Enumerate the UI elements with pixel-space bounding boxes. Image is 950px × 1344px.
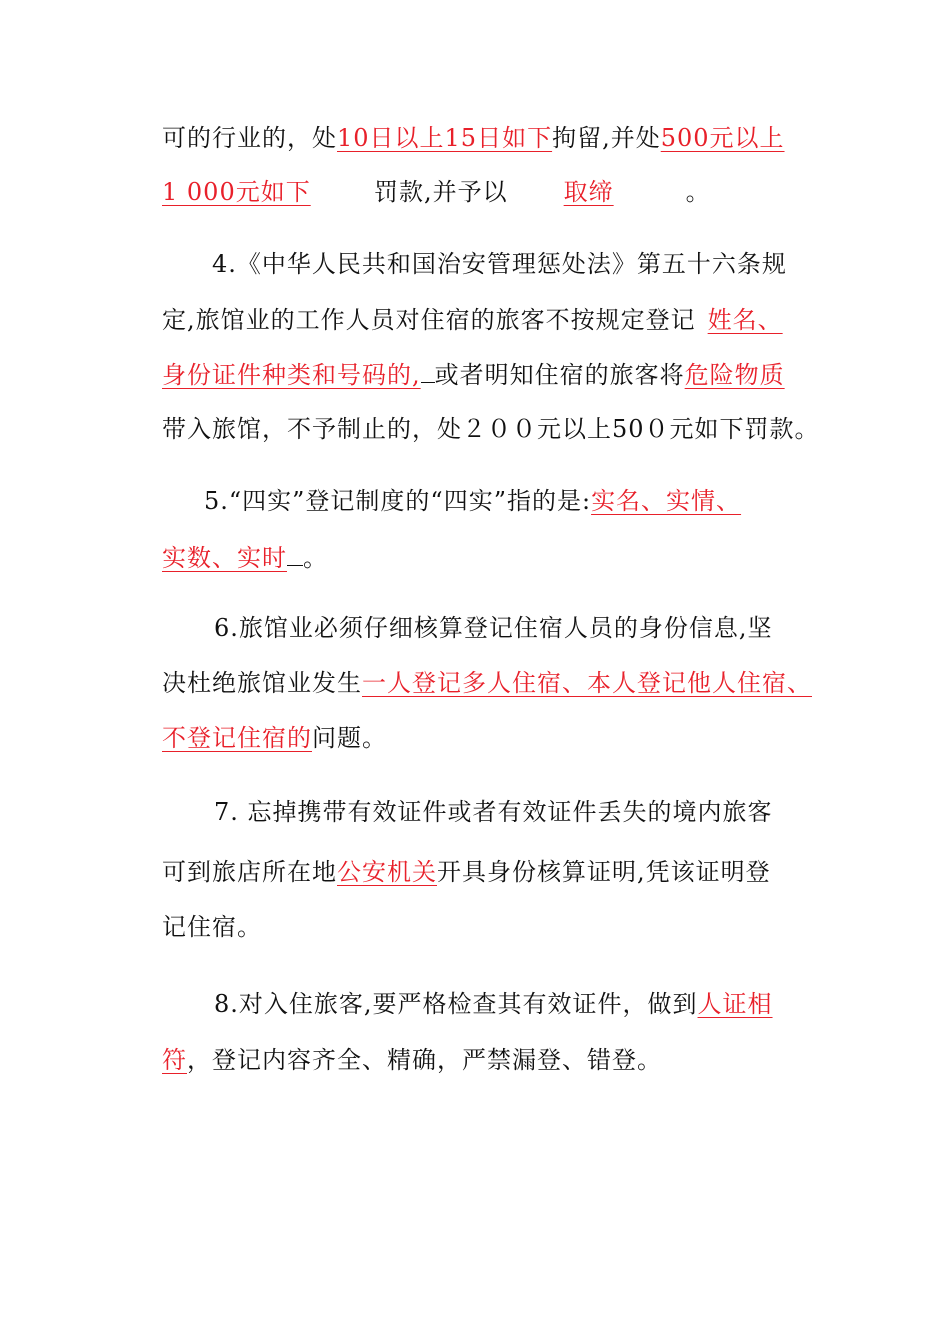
text-run: 问题。 — [312, 724, 387, 752]
p3-line-2 — [162, 176, 711, 208]
p8-line-2 — [162, 1044, 662, 1076]
answer-detention-period: 10日以上15日如下 — [337, 124, 553, 152]
p7-line-3: 记住宿。 — [162, 913, 262, 941]
p5-line-2 — [162, 541, 328, 574]
p4-line-2 — [162, 304, 783, 336]
answer-register-items: 姓名、 — [707, 306, 783, 334]
answer-fine-max: 1 000元如下 — [162, 178, 311, 206]
p6-line-1: 6.旅馆业必须仔细核算登记住宿人员的身份信息,坚 — [214, 614, 773, 642]
p4-line-4: 带入旅馆，不予制止的，处２００元以上50０元如下罚款。 — [162, 415, 820, 443]
answer-prohibited-practices: 一人登记多人住宿、本人登记他人住宿、 — [362, 669, 812, 697]
answer-id-match: 人证相 — [697, 990, 773, 1018]
p4-line-3 — [162, 358, 785, 391]
p4-line-1: 4.《中华人民共和国治安管理惩处法》第五十六条规 — [212, 250, 787, 278]
text-run: 8.对入住旅客,要严格检查其有效证件，做到 — [214, 990, 698, 1018]
text-run: ，登记内容齐全、精确，严禁漏登、错登。 — [187, 1046, 662, 1074]
p7-line-1: 7. 忘掉携带有效证件或者有效证件丢失的境内旅客 — [214, 798, 773, 826]
text-run: 。 — [303, 544, 328, 572]
answer-register-items-cont: 身份证件种类和号码的, — [162, 361, 421, 389]
blank-underline — [421, 358, 435, 383]
text-run: 可的行业的，处 — [162, 124, 337, 152]
text-run: 开具身份核算证明,凭该证明登 — [437, 858, 771, 886]
answer-penalty: 取缔 — [563, 178, 614, 206]
blank-underline — [287, 541, 303, 566]
answer-dangerous-goods: 危险物质 — [684, 361, 785, 389]
text-run: 决杜绝旅馆业发生 — [162, 669, 362, 697]
text-run: 可到旅店所在地 — [162, 858, 337, 886]
p8-line-1 — [214, 988, 773, 1020]
p7-line-2 — [162, 856, 771, 888]
answer-fine-min: 500元以上 — [660, 124, 785, 152]
text-run: 罚款,并予以 — [374, 178, 508, 206]
answer-four-facts: 实名、实情、 — [591, 487, 742, 515]
answer-four-facts-cont: 实数、实时 — [162, 544, 287, 572]
p6-line-3 — [162, 722, 387, 754]
text-run: 。 — [685, 178, 711, 206]
answer-issuing-authority: 公安机关 — [337, 858, 437, 886]
p6-line-2 — [162, 667, 812, 699]
text-run: 5.“四实”登记制度的“四实”指的是: — [204, 487, 592, 515]
answer-prohibited-practices-cont: 不登记住宿的 — [162, 724, 312, 752]
p3-line-1 — [162, 122, 785, 154]
text-run: 拘留,并处 — [552, 124, 661, 152]
text-run: 或者明知住宿的旅客将 — [434, 361, 685, 389]
p5-line-1 — [204, 485, 741, 517]
text-run: 定,旅馆业的工作人员对住宿的旅客不按规定登记 — [162, 306, 696, 334]
answer-id-match-cont: 符 — [162, 1046, 187, 1074]
